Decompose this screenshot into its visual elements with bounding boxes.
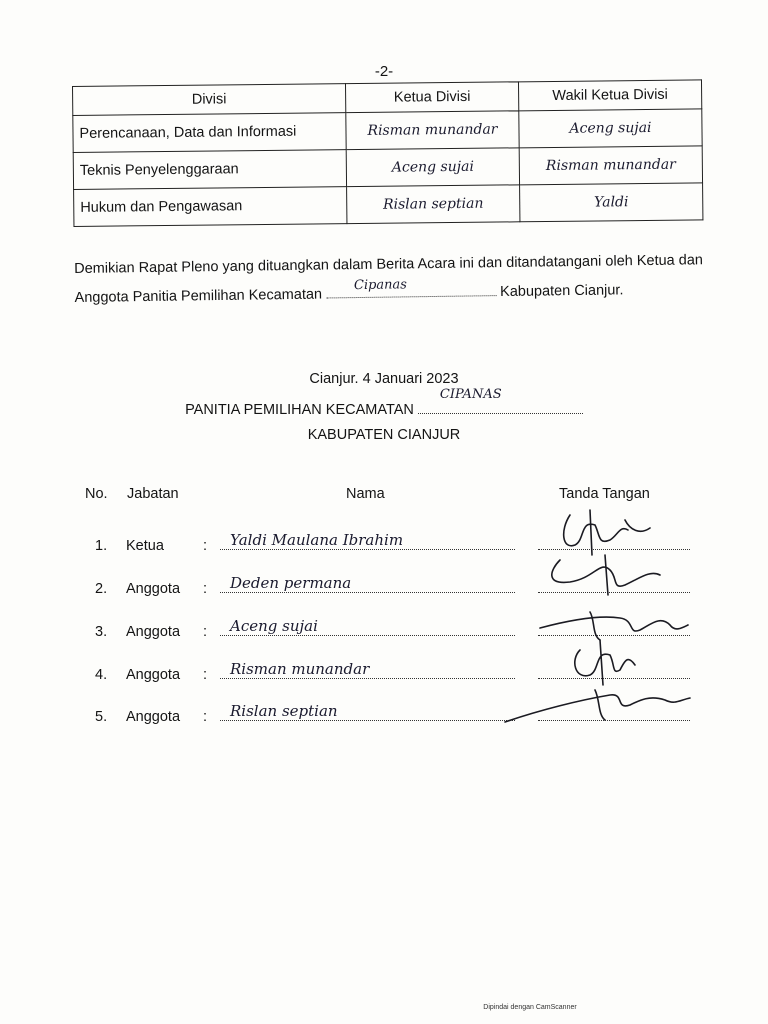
name-line	[220, 574, 515, 593]
signature-stroke-5	[505, 690, 690, 722]
page-number: -2-	[374, 63, 394, 80]
name-line	[220, 660, 515, 679]
committee-blank	[418, 387, 583, 414]
row-number: 2.	[95, 581, 108, 597]
member-name: Risman munandar	[230, 660, 370, 678]
header-jabatan: Jabatan	[127, 486, 179, 502]
signatures-drawing	[500, 500, 700, 740]
division-deputy: Aceng sujai	[519, 109, 702, 148]
kecamatan-handwritten: Cipanas	[353, 277, 408, 294]
division-deputy: Risman munandar	[519, 146, 702, 185]
signature-stroke-1	[564, 510, 650, 555]
row-number: 4.	[95, 667, 108, 683]
member-name: Aceng sujai	[230, 617, 318, 635]
member-name: Rislan septian	[230, 702, 338, 720]
name-line	[220, 531, 515, 550]
closing-paragraph	[74, 246, 707, 313]
signature-stroke-3	[540, 612, 688, 640]
date-line: Cianjur. 4 Januari 2023	[309, 371, 459, 387]
division-head: Risman munandar	[346, 111, 519, 150]
row-position: Ketua	[126, 538, 164, 554]
row-colon: :	[203, 624, 208, 640]
signature-stroke-4	[575, 640, 635, 685]
header-wakil-ketua-divisi: Wakil Ketua Divisi	[518, 80, 701, 111]
member-name: Deden permana	[230, 574, 352, 592]
division-name: Hukum dan Pengawasan	[74, 187, 347, 227]
division-deputy: Yaldi	[520, 183, 703, 222]
header-divisi: Divisi	[73, 84, 346, 116]
name-line	[220, 702, 515, 721]
signature-stroke-2	[552, 555, 660, 595]
division-table	[72, 79, 703, 227]
header-tanda-tangan: Tanda Tangan	[559, 486, 650, 502]
row-position: Anggota	[126, 624, 181, 640]
committee-line	[0, 387, 768, 418]
row-position: Anggota	[126, 709, 181, 725]
row-number: 3.	[95, 624, 108, 640]
division-head: Aceng sujai	[346, 148, 519, 187]
regency-line: KABUPATEN CIANJUR	[307, 427, 461, 443]
row-number: 1.	[95, 538, 108, 554]
division-name: Perencanaan, Data dan Informasi	[73, 113, 346, 153]
paragraph-text-1: Demikian Rapat Pleno yang dituangkan dalam Berita Acara ini dan ditandatangani oleh Ketua dan Anggota Panitia Pemilihan Kecamatan	[74, 252, 704, 306]
committee-handwritten: CIPANAS	[439, 387, 502, 402]
header-nama: Nama	[346, 486, 385, 502]
member-name: Yaldi Maulana Ibrahim	[230, 531, 404, 549]
division-name: Teknis Penyelenggaraan	[73, 150, 346, 190]
name-line	[220, 617, 515, 636]
row-colon: :	[203, 709, 208, 725]
scanner-footer: Dipindai dengan CamScanner	[483, 1004, 577, 1011]
row-colon: :	[203, 667, 208, 683]
header-no: No.	[85, 486, 108, 502]
row-colon: :	[203, 581, 208, 597]
division-head: Rislan septian	[347, 185, 520, 224]
table-row	[74, 183, 703, 227]
row-position: Anggota	[126, 581, 181, 597]
row-colon: :	[203, 538, 208, 554]
kecamatan-blank	[326, 277, 496, 298]
row-position: Anggota	[126, 667, 181, 683]
header-ketua-divisi: Ketua Divisi	[345, 82, 518, 113]
row-number: 5.	[95, 709, 108, 725]
paragraph-text-2: Kabupaten Cianjur.	[499, 282, 624, 301]
committee-label: PANITIA PEMILIHAN KECAMATAN	[185, 402, 414, 418]
